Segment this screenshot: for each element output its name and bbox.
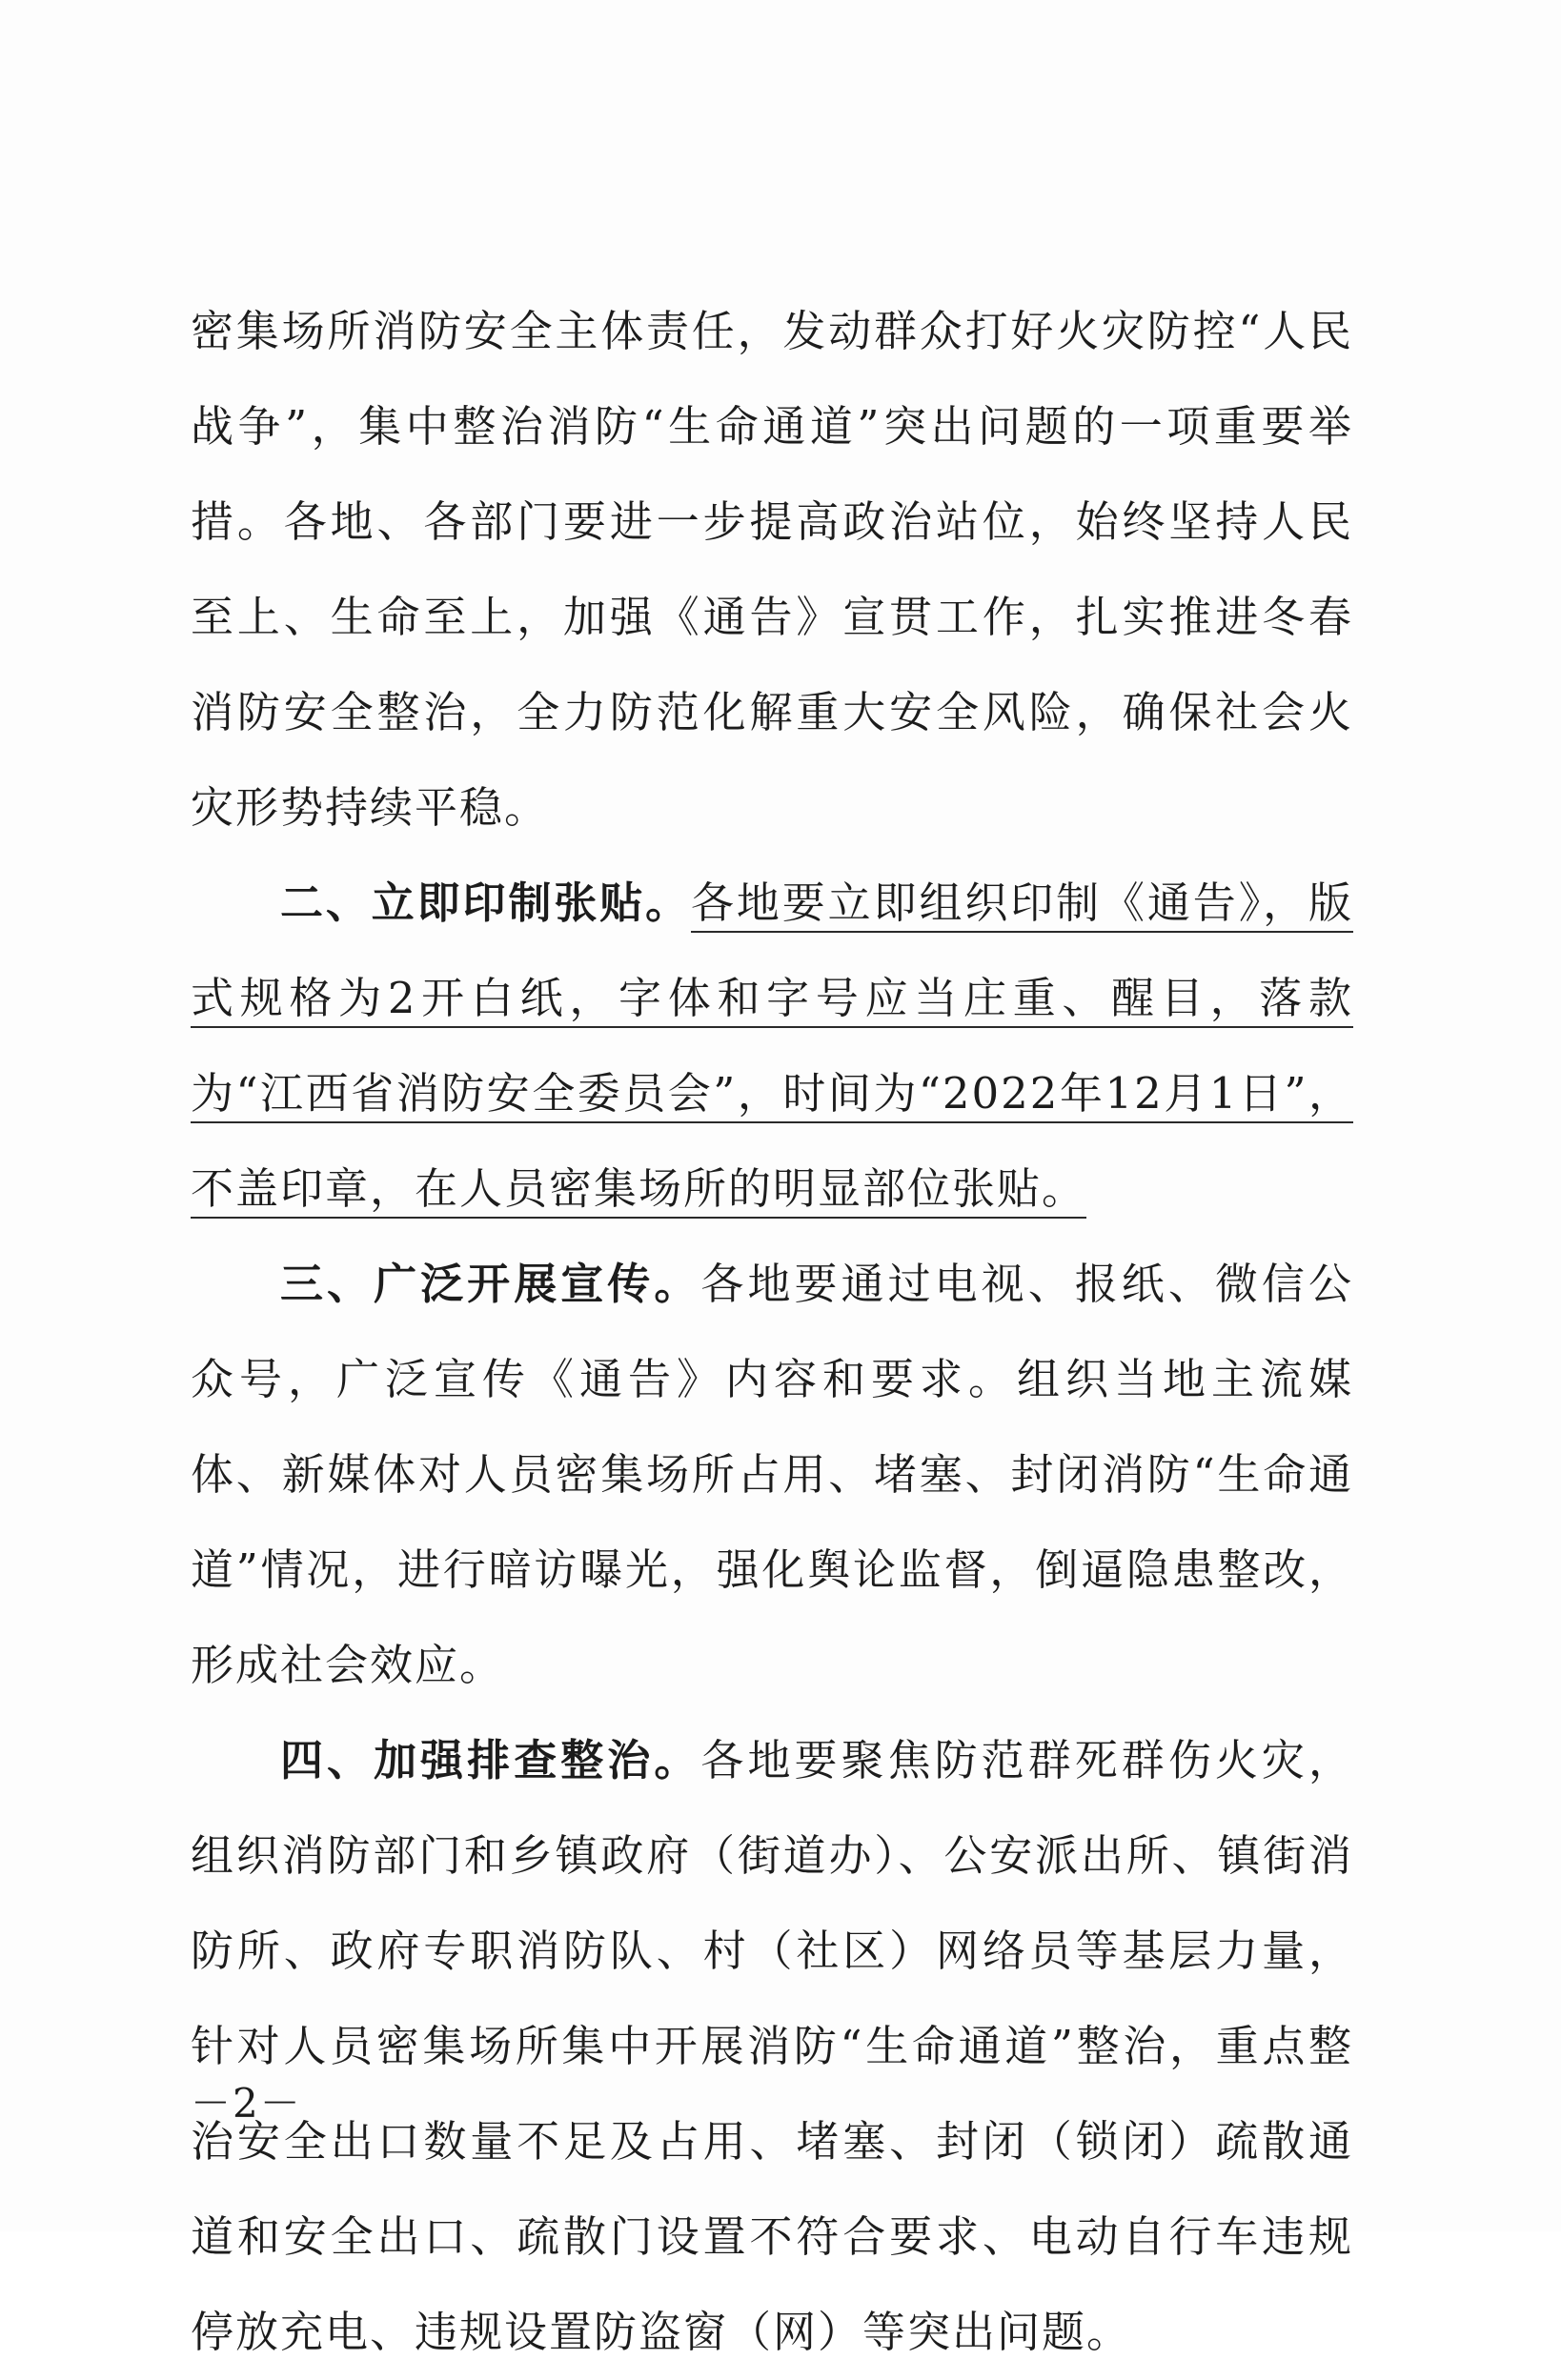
section-heading-publicity: 三、广泛开展宣传。 [280,1259,701,1309]
document-body [191,284,1353,2380]
section-heading-print-and-post: 二、立即印制张贴。 [280,877,692,928]
paragraph-text: 各地要通过电视、报纸、微信公众号，广泛宣传《通告》内容和要求。组织当地主流媒体、新媒体对人员密集场所占用、堵塞、封闭消防“生命通道”情况，进行暗访曝光，强化舆论监督，倒逼隐患整改，形成社会效应。 [191,1259,1353,1690]
page-number: －2－ [191,2080,302,2127]
paragraph-text-underlined: 各地要立即组织印制《通告》，版式规格为2开白纸，字体和字号应当庄重、醒目，落款为“江西省消防安全委员会”，时间为“2022年12月1日”，不盖印章，在人员密集场所的明显部位张贴。 [191,877,1353,1214]
paragraph-text: 密集场所消防安全主体责任，发动群众打好火灾防控“人民战争”，集中整治消防“生命通道”突出问题的一项重要举措。各地、各部门要进一步提高政治站位，始终坚持人民至上、生命至上，加强《通告》宣贯工作，扎实推进冬春消防安全整治，全力防范化解重大安全风险，确保社会火灾形势持续平稳。 [191,306,1353,833]
paragraph-continuation [191,284,1353,856]
section-heading-inspection: 四、加强排查整治。 [280,1735,701,1785]
paragraph-text: 各地要聚焦防范群死群伤火灾，组织消防部门和乡镇政府（街道办）、公安派出所、镇街消防所、政府专职消防队、村（社区）网络员等基层力量，针对人员密集场所集中开展消防“生命通道”整治，重点整治安全出口数量不足及占用、堵塞、封闭（锁闭）疏散通道和安全出口、疏散门设置不符合要求、电动自行车违规停放充电、违规设置防盗窗（网）等突出问题。 [191,1735,1353,2357]
paragraph-print-and-post [191,856,1353,1237]
paragraph-publicity [191,1237,1353,1713]
paragraph-inspection [191,1713,1353,2380]
